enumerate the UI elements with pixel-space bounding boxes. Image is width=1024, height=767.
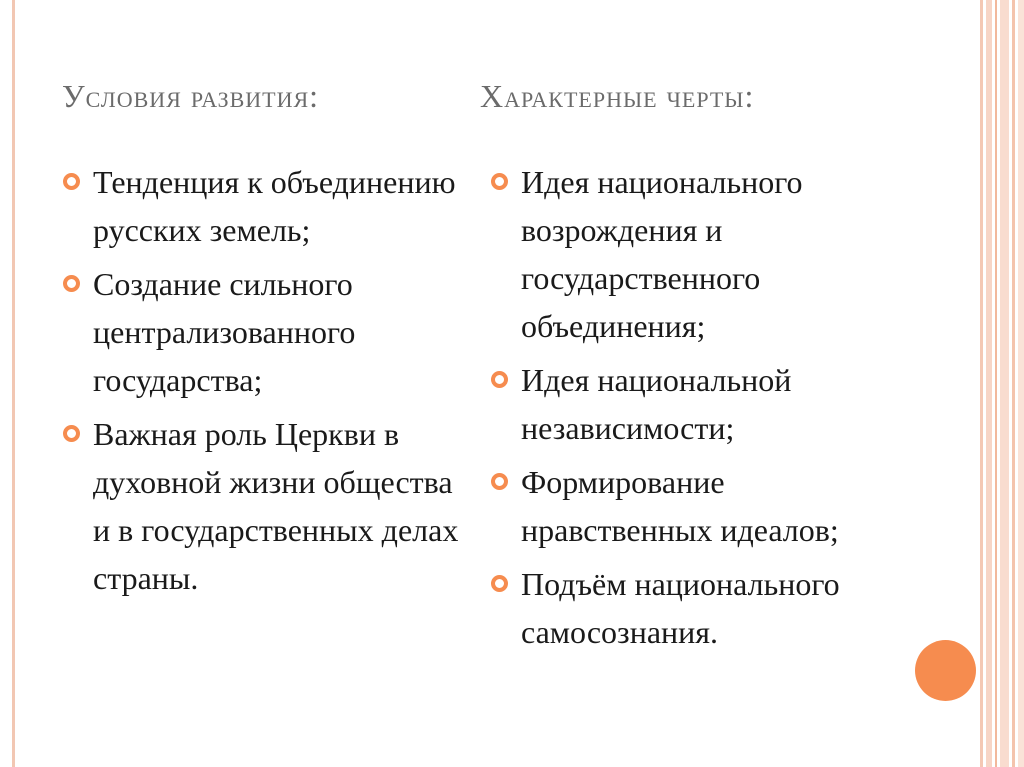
list-item (488, 158, 918, 350)
orange-circle-icon (915, 640, 976, 701)
ring-bullet-icon (491, 173, 508, 190)
right-stripe (980, 0, 983, 767)
list-item-text: Важная роль Церкви в духовной жизни общества и в государственных делах страны. (93, 416, 459, 596)
left-frame-line (12, 0, 15, 767)
right-stripe (986, 0, 992, 767)
list-item-text: Создание сильного централизованного государства; (93, 266, 356, 398)
list-item-text: Идея национального возрождения и государственного объединения; (521, 164, 803, 344)
ring-bullet-icon (63, 275, 80, 292)
list-item (488, 560, 918, 656)
list-item (488, 458, 918, 554)
right-column-heading: Характерные черты: (480, 78, 755, 114)
list-item-text: Тенденция к объединению русских земель; (93, 164, 456, 248)
right-bullet-list (488, 158, 918, 662)
list-item (60, 158, 460, 254)
list-item (488, 356, 918, 452)
left-bullet-list (60, 158, 460, 608)
ring-bullet-icon (63, 425, 80, 442)
right-stripe (995, 0, 997, 767)
right-stripe (1012, 0, 1015, 767)
ring-bullet-icon (491, 371, 508, 388)
list-item-text: Идея национальной независимости; (521, 362, 792, 446)
ring-bullet-icon (491, 575, 508, 592)
right-stripe (1000, 0, 1009, 767)
right-stripe (1018, 0, 1024, 767)
ring-bullet-icon (491, 473, 508, 490)
list-item-text: Формирование нравственных идеалов; (521, 464, 839, 548)
list-item (60, 260, 460, 404)
left-column-heading: Условия развития: (62, 78, 320, 114)
ring-bullet-icon (63, 173, 80, 190)
list-item-text: Подъём национального самосознания. (521, 566, 840, 650)
list-item (60, 410, 460, 602)
